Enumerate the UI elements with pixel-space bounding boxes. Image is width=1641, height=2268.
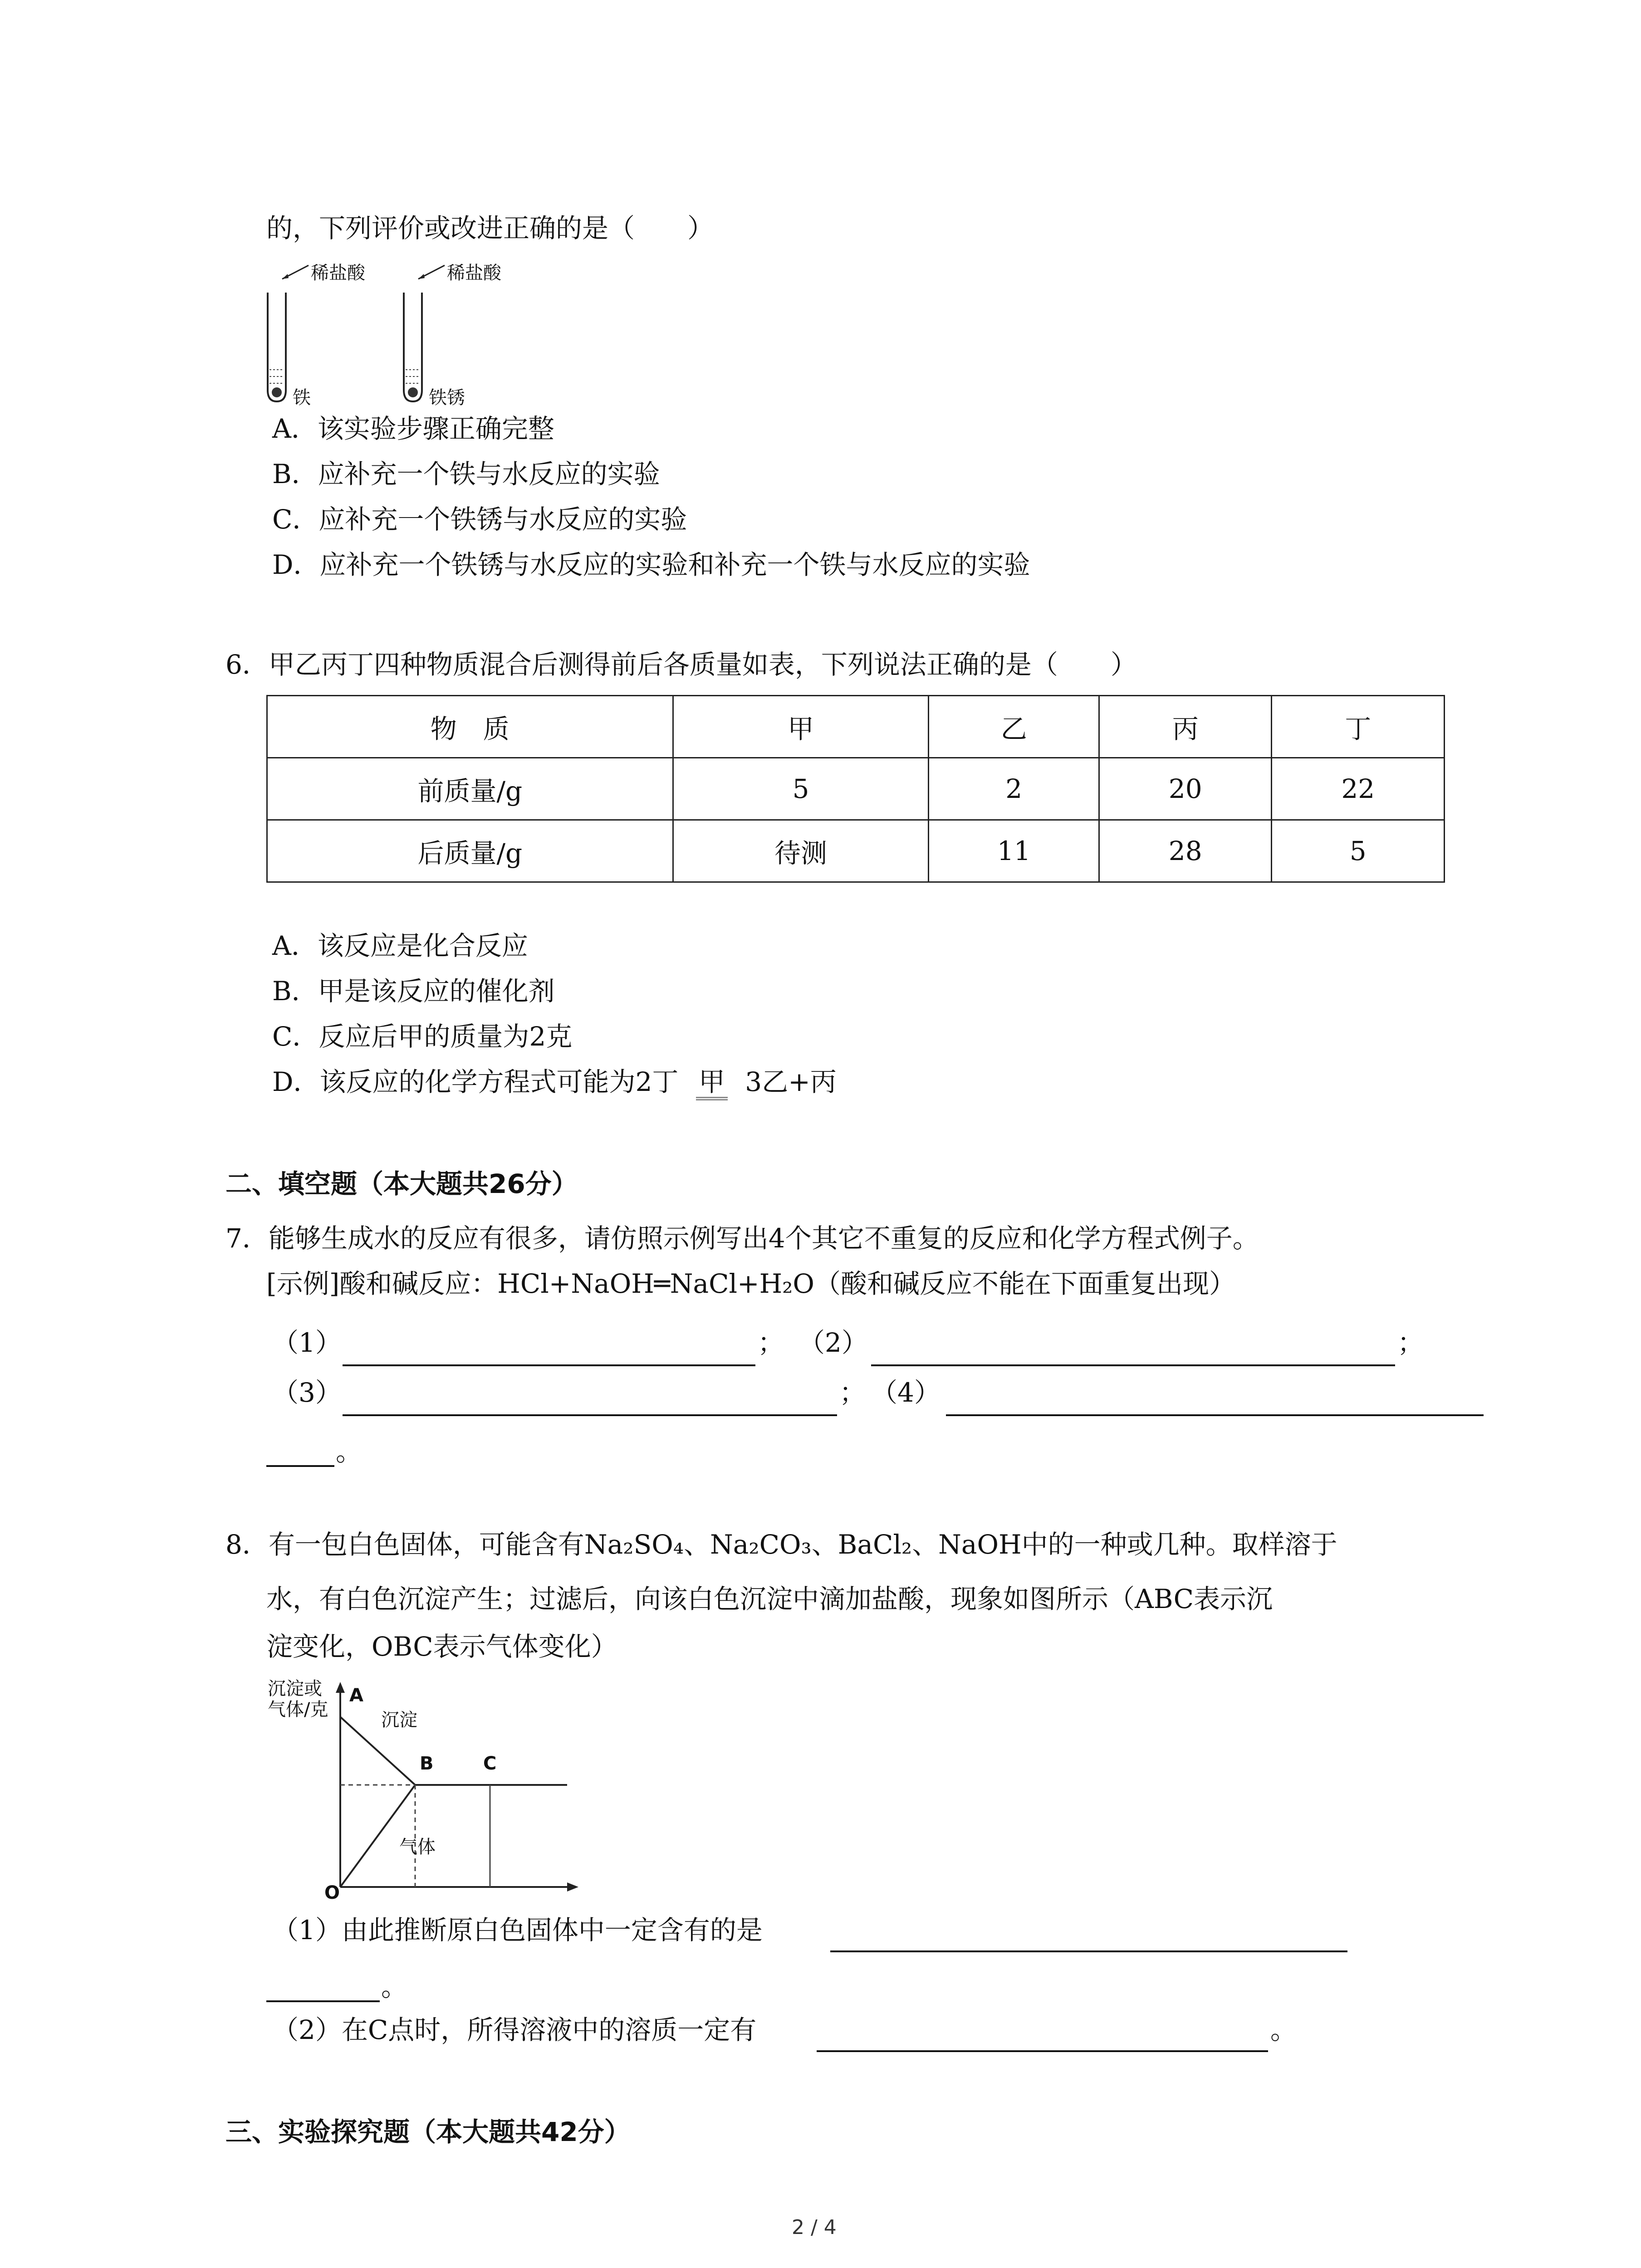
table-cell: 11: [929, 820, 1099, 882]
table-cell: 2: [929, 758, 1099, 820]
table-cell: 丙: [1099, 696, 1271, 758]
fig-label-right: 稀盐酸: [447, 263, 501, 284]
graph-ylabel-line2: 气体/克: [268, 1699, 328, 1720]
table-cell: 丁: [1272, 696, 1445, 758]
q6-option-b: B．甲是该反应的催化剂: [272, 976, 555, 1007]
table-cell: 5: [1272, 820, 1445, 882]
table-row: [267, 820, 1445, 882]
q7-blank-1[interactable]: [343, 1364, 755, 1366]
graph-ylabel: [268, 1678, 328, 1720]
q7-example: [示例]酸和碱反应：HCl+NaOH═NaCl+H₂O（酸和碱反应不能在下面重复出现）: [266, 1268, 1235, 1299]
page-number: 2 / 4: [792, 2216, 837, 2239]
q6-option-d: [272, 1064, 837, 1100]
q6-option-d-condition: 甲: [696, 1067, 728, 1100]
q6-stem: 6．甲乙丙丁四种物质混合后测得前后各质量如表，下列说法正确的是（ ）: [225, 649, 1137, 680]
graph-origin: O: [324, 1882, 340, 1903]
graph-point-a: A: [349, 1685, 363, 1706]
q7-stem: 7．能够生成水的反应有很多，请仿照示例写出4个其它不重复的反应和化学方程式例子。: [225, 1223, 1259, 1254]
q8-blank-2[interactable]: [817, 2050, 1268, 2052]
q7-blank-2[interactable]: [871, 1364, 1395, 1366]
graph-precip-label: 沉淀: [381, 1710, 417, 1730]
q7-sep3: ；: [839, 1377, 866, 1408]
q5-option-d: D．应补充一个铁锈与水反应的实验和补充一个铁与水反应的实验: [272, 549, 1030, 580]
q7-blank2-label: （2）: [798, 1327, 868, 1358]
q6-option-d-prefix: D．该反应的化学方程式可能为2丁: [272, 1066, 679, 1097]
graph-point-b: B: [420, 1753, 434, 1774]
section3-title: 三、实验探究题（本大题共42分）: [225, 2116, 631, 2147]
table-row: [267, 758, 1445, 820]
q5-option-c: C．应补充一个铁锈与水反应的实验: [272, 504, 687, 535]
table-cell: 后质量/g: [267, 820, 673, 882]
q8-sub2: （2）在C点时，所得溶液中的溶质一定有: [272, 2014, 757, 2045]
table-cell: 物 质: [267, 696, 673, 758]
q7-blank-4-continued[interactable]: [266, 1465, 334, 1467]
section2-title: 二、填空题（本大题共26分）: [225, 1168, 578, 1199]
q6-mass-table: [266, 695, 1445, 883]
table-cell: 甲: [673, 696, 929, 758]
q7-blank1-label: （1）: [272, 1327, 342, 1358]
fig-sub-left: 铁: [293, 387, 311, 408]
q7-end-mark: 。: [336, 1436, 362, 1467]
q5-stem-tail: 的，下列评价或改进正确的是（ ）: [266, 213, 714, 244]
q5-option-b: B．应补充一个铁与水反应的实验: [272, 459, 660, 489]
q6-option-a: A．该反应是化合反应: [272, 930, 528, 961]
fig-label-left: 稀盐酸: [311, 263, 365, 284]
q7-sep1: ；: [758, 1327, 784, 1358]
q8-stem-line1: 8．有一包白色固体，可能含有Na₂SO₄、Na₂CO₃、BaCl₂、NaOH中的一种或几种。取样溶于: [225, 1529, 1337, 1560]
q8-sub1: （1）由此推断原白色固体中一定含有的是: [272, 1915, 763, 1945]
graph-ylabel-line1: 沉淀或: [268, 1678, 322, 1699]
q8-blank-1[interactable]: [830, 1950, 1347, 1952]
q7-sep2: ；: [1397, 1327, 1424, 1358]
graph-gas-label: 气体: [399, 1837, 436, 1857]
q8-stem-line2: 水，有白色沉淀产生；过滤后，向该白色沉淀中滴加盐酸，现象如图所示（ABC表示沉: [266, 1584, 1273, 1614]
table-cell: 22: [1272, 758, 1445, 820]
fig-sub-right: 铁锈: [429, 387, 465, 408]
q8-stem-line3: 淀变化，OBC表示气体变化）: [266, 1631, 617, 1662]
q8-blank-1-continued[interactable]: [266, 2000, 380, 2002]
test-tube-rust: [404, 265, 445, 401]
q6-option-c: C．反应后甲的质量为2克: [272, 1021, 573, 1052]
q7-blank-4[interactable]: [946, 1414, 1484, 1416]
table-cell: 前质量/g: [267, 758, 673, 820]
table-cell: 20: [1099, 758, 1271, 820]
q8-sub2-end: 。: [1270, 2014, 1297, 2045]
table-cell: 28: [1099, 820, 1271, 882]
q7-blank-3[interactable]: [343, 1414, 837, 1416]
table-cell: 5: [673, 758, 929, 820]
q8-sub1-end: 。: [381, 1971, 408, 2002]
q5-option-a: A．该实验步骤正确完整: [272, 413, 554, 444]
table-row: [267, 696, 1445, 758]
graph-point-c: C: [483, 1753, 497, 1774]
q7-blank3-label: （3）: [272, 1377, 342, 1408]
test-tube-iron: [268, 265, 309, 401]
q6-option-d-suffix: 3乙+丙: [745, 1066, 837, 1097]
table-cell: 乙: [929, 696, 1099, 758]
table-cell: 待测: [673, 820, 929, 882]
q7-blank4-label: （4）: [871, 1377, 941, 1408]
